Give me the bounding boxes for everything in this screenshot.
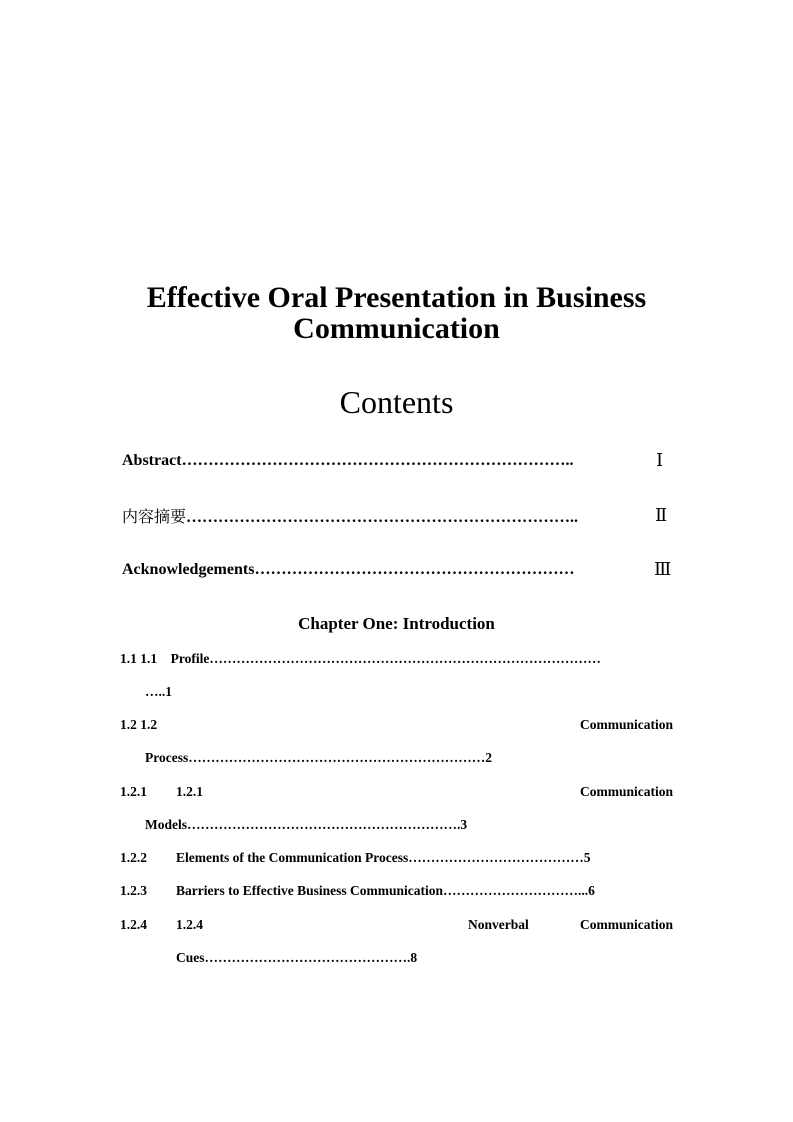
toc-entry-chinese-abstract[interactable] (122, 507, 578, 528)
toc-leader: …………………………………………………………………………… (209, 651, 601, 666)
toc-page-number: Ⅰ (656, 450, 664, 470)
chapter-heading: Chapter One: Introduction (298, 614, 495, 633)
toc-sub-number: 1.2.4 (176, 917, 203, 932)
toc-entry-label: 内容摘要 (122, 507, 187, 526)
toc-continuation: …..1 (145, 684, 172, 699)
toc-entry-1-2-2[interactable] (176, 849, 590, 866)
contents-heading: Contents (339, 384, 454, 420)
toc-entry-1-2-3[interactable] (176, 882, 595, 899)
toc-entry-acknowledgements[interactable] (122, 560, 574, 580)
toc-page-number: Ⅱ (655, 505, 668, 525)
toc-entry-label: Acknowledgements (122, 561, 255, 578)
toc-leader: ……………………………………………………………….. (186, 509, 579, 526)
toc-number: 1.2.4 (120, 917, 147, 932)
toc-continuation: Process…………………………………………………………2 (145, 750, 492, 765)
toc-sub-number: 1.2.1 (176, 784, 203, 799)
toc-title: Barriers to Effective Business Communication (176, 883, 443, 898)
document-title-line-1: Effective Oral Presentation in Business (146, 281, 647, 314)
toc-title-part[interactable]: Nonverbal (468, 917, 529, 932)
toc-continuation: Cues……………………………………….8 (176, 950, 418, 965)
toc-title: Elements of the Communication Process (176, 850, 409, 865)
toc-leader: …………………………………………………… (254, 561, 575, 578)
toc-entry-label: Abstract (122, 452, 182, 469)
toc-entry-1-1[interactable] (120, 650, 601, 667)
toc-number: 1.2 1.2 (120, 717, 158, 732)
toc-leader: ……………………………………………………………….. (181, 452, 574, 469)
toc-number: 1.2.1 (120, 784, 147, 799)
toc-entry-abstract[interactable] (122, 451, 574, 471)
toc-title: Profile (170, 651, 210, 666)
document-title-line-2: Communication (293, 312, 500, 345)
toc-continuation: Models…………………………………………………….3 (145, 817, 468, 832)
toc-leader: ………………………………… (408, 850, 584, 865)
toc-page-number: Ⅲ (654, 559, 672, 579)
toc-page-number: 5 (583, 850, 591, 865)
toc-number: 1.2.3 (120, 883, 147, 898)
toc-title[interactable]: Communication (579, 717, 673, 732)
toc-title[interactable]: Communication (579, 784, 673, 799)
toc-number: 1.1 1.1 (120, 651, 158, 666)
toc-page-number: 6 (588, 883, 595, 898)
toc-title[interactable]: Communication (579, 917, 673, 932)
toc-number: 1.2.2 (120, 850, 147, 865)
toc-leader: …………………………... (442, 883, 589, 898)
